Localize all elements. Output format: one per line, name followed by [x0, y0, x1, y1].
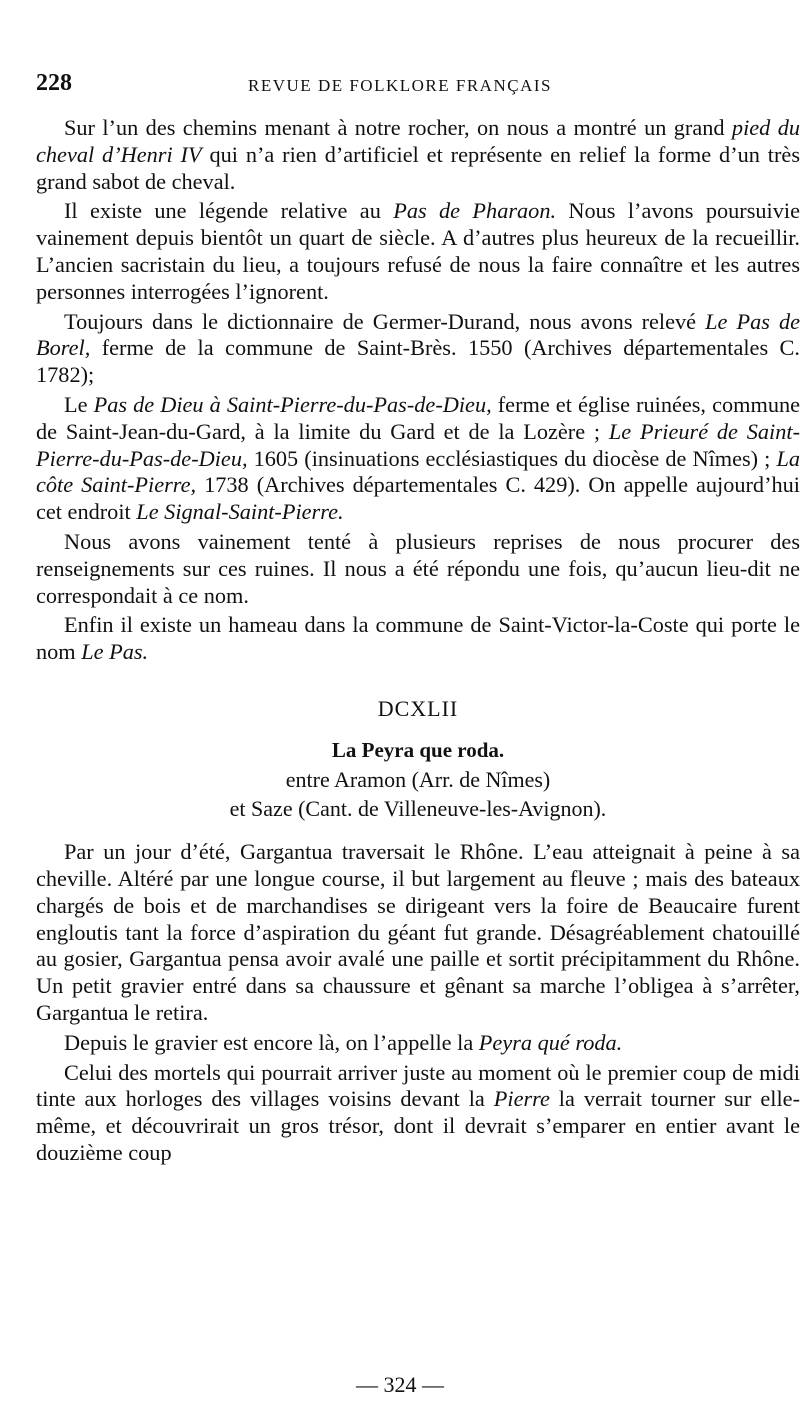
- text-run: Nous avons vainement tenté à plusieurs reprises de nous procurer des renseignements sur ces ruines. Il nous a été répondu une fois, qu’aucun lieu-dit ne correspondait à ce nom.: [36, 528, 800, 608]
- text-run: 1738 (Archives départementales C. 429). On appelle aujourd’hui cet endroit: [36, 472, 800, 525]
- text-run: Sur l’un des chemins menant à notre rocher, on nous a montré un grand: [64, 115, 732, 140]
- page-number: 228: [36, 70, 72, 96]
- text-run: Enfin il existe un hameau dans la commune de Saint-Victor-la-Coste qui porte le nom: [36, 612, 800, 665]
- italic-run: Pas de Dieu à Saint-Pierre-du-Pas-de-Dieu,: [93, 391, 492, 417]
- italic-run: Le Signal-Saint-Pierre.: [136, 499, 344, 525]
- section-subtitle-2: et Saze (Cant. de Villeneuve-les-Avignon).: [229, 796, 607, 822]
- text-run: Le: [64, 391, 94, 417]
- paragraph: [36, 529, 800, 609]
- paragraph: [36, 839, 800, 1027]
- text-run: Depuis le gravier est encore là, on l’appelle la: [64, 1029, 479, 1055]
- text-run: Il existe une légende relative au: [64, 198, 394, 224]
- page-header: [36, 70, 764, 102]
- text-run: Nous l’avons poursuivie vainement depuis bientôt un quart de siècle. A d’autres plus heureux de la recueillir. L’ancien sacristain du lieu, a toujours refusé de nous la faire connaître et les autres personnes interrogées l’ignorent.: [36, 198, 800, 304]
- text-run: Celui des mortels qui pourrait arriver juste au moment où le premier coup de midi tinte aux horloges des villages voisins devant la: [36, 1059, 800, 1112]
- paragraph: [36, 612, 800, 666]
- paragraph: [36, 1060, 800, 1167]
- italic-run: Pierre: [493, 1086, 550, 1112]
- paragraphs-top: [36, 115, 800, 666]
- italic-run: Le Prieuré de Saint-Pierre-du-Pas-de-Dieu,: [36, 418, 800, 471]
- folio: — 324 —: [356, 1372, 444, 1397]
- paragraph: [36, 1030, 800, 1057]
- text-run: Toujours dans le dictionnaire de Germer-Durand, nous avons relevé: [64, 308, 706, 334]
- text-run: ferme de la commune de Saint-Brès. 1550 (Archives départementales C. 1782);: [36, 335, 800, 388]
- text-run: Par un jour d’été, Gargantua traversait le Rhône. L’eau atteignait à peine à sa cheville. Altéré par une longue course, il but largement au fleuve ; mais des bateaux chargés de bois et de marchandises se dirigeant vers la foire de Beaucaire furent engloutis tant la force d’aspiration du géant fut grande. Désagréablement chatouillé au gosier, Gargantua pensa avoir avalé une paille et sortit précipitamment du Rhône. Un petit gravier entré dans sa chaussure et gênant sa marche l’obligea à s’arrêter, Gargantua le retira.: [36, 839, 800, 1025]
- text-run: la verrait tourner sur elle-même, et découvrirait un gros trésor, dont il devrait s’emparer en entier avant le douzième coup: [36, 1086, 800, 1165]
- section-gap: [36, 823, 800, 839]
- body-text: [36, 115, 800, 1167]
- paragraph: [36, 309, 800, 389]
- italic-run: Le Pas de Borel,: [36, 308, 800, 361]
- italic-run: Le Pas.: [81, 639, 149, 665]
- text-run: 1605 (insinuations ecclésiastiques du diocèse de Nîmes) ;: [247, 445, 777, 471]
- text-run: ferme et église ruinées, commune de Saint-Jean-du-Gard, à la limite du Gard et de la Lozère ;: [36, 391, 800, 444]
- italic-run: Peyra qué roda.: [478, 1029, 623, 1055]
- paragraph: [36, 115, 800, 195]
- italic-run: La côte Saint-Pierre,: [36, 445, 800, 498]
- text-run: qui n’a rien d’artificiel et représente en relief la forme d’un très grand sabot de cheval.: [36, 141, 800, 194]
- section-subtitle-1: entre Aramon (Arr. de Nîmes): [285, 766, 551, 792]
- running-title: REVUE DE FOLKLORE FRANÇAIS: [248, 76, 552, 95]
- section-title: La Peyra que roda.: [331, 737, 505, 762]
- paragraph: [36, 198, 800, 305]
- paragraph: [36, 392, 800, 526]
- italic-run: pied du cheval d’Henri IV: [36, 115, 800, 167]
- section-number: DCXLII: [377, 695, 459, 721]
- paragraphs-bottom: [36, 839, 800, 1167]
- italic-run: Pas de Pharaon.: [393, 198, 557, 224]
